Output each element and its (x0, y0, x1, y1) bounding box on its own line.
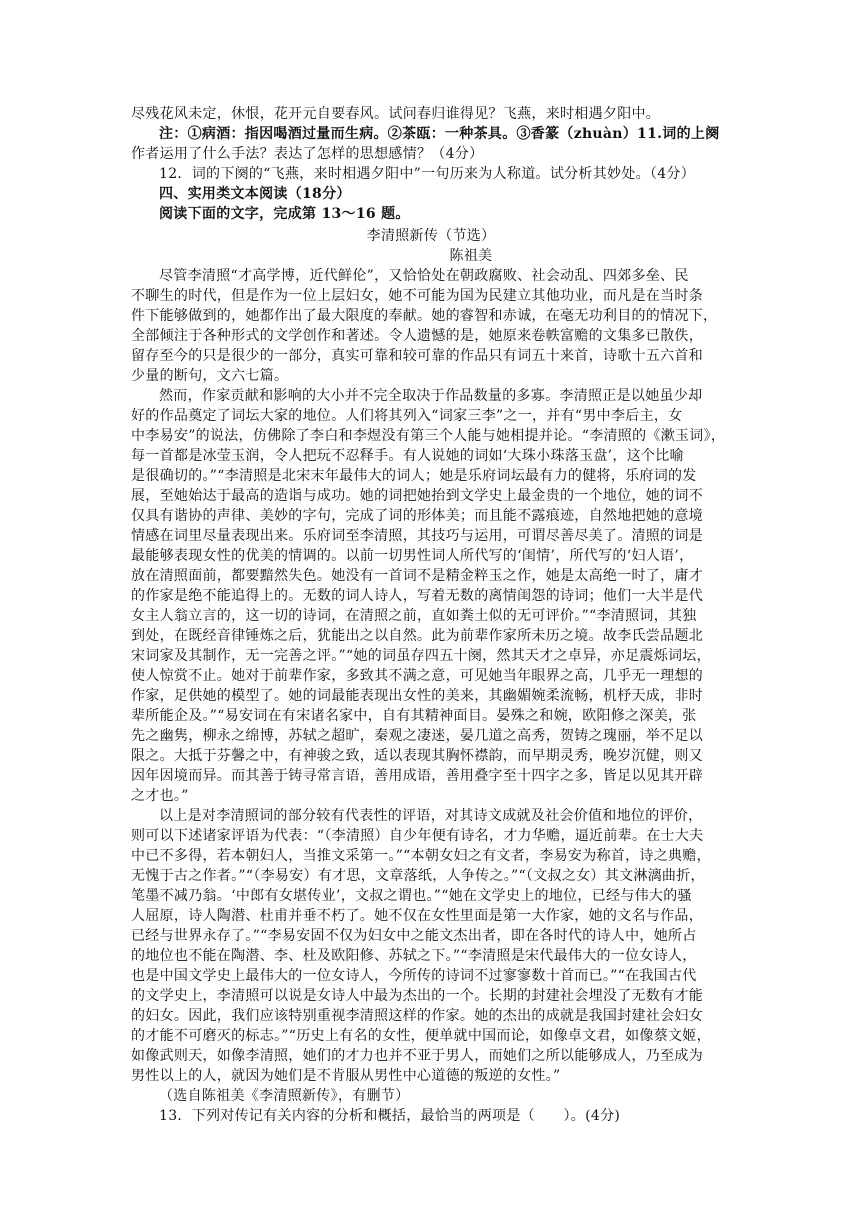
text-line: 辈所能企及。”“易安词在有宋诸名家中，自有其精神面目。晏殊之和婉，欧阳修之深美，张 (131, 708, 697, 724)
text-line: 13．下列对传记有关内容的分析和概括，最恰当的两项是（ ）。(4分) (159, 1108, 621, 1124)
text-line: 放在清照面前，都要黯然失色。她没有一首词不是精金粹玉之作，她是太高绝一时了，庸才 (131, 568, 703, 584)
text-line: 仅具有谐协的声律、美妙的字句，完成了词的形体美；而且能不露痕迹，自然地把她的意境 (131, 508, 703, 524)
text-line: 四、实用类文本阅读（18分） (159, 186, 351, 202)
text-line: （选自陈祖美《李清照新传》，有删节） (159, 1088, 410, 1104)
text-line: 的才能不可磨灭的标志。”“历史上有名的女性，便单就中国而论，如像卓文君，如像蔡文姬， (131, 1028, 711, 1044)
document-page (131, 104, 731, 1126)
text-line: 李清照新传（节选） (366, 228, 496, 244)
text-line: 作家，足供她的模型了。她的词最能表现出女性的美来，其幽媚婉柔流畅，机杼天成，非时 (131, 688, 703, 704)
text-line: 之才也。” (131, 788, 189, 804)
text-line: 然而，作家贡献和影响的大小并不完全取决于作品数量的多寡。李清照正是以她虽少却 (159, 388, 703, 404)
text-line: 无愧于古之作者。”“（李易安）有才思，文章落纸，人争传之。”“（文叔之女）其文淋漓曲折， (131, 868, 705, 884)
text-line: 男性以上的人，就因为她们是不肯服从男性中心道德的叛逆的女性。” (131, 1068, 561, 1084)
text-line: 阅读下面的文字，完成第 13～16 题。 (159, 206, 410, 222)
text-line: 限之。大抵于芬馨之中，有神骏之致，适以表现其胸怀襟韵，而早期灵秀，晚岁沉健，则又 (131, 748, 703, 764)
text-line: 全部倾注于各种形式的文学创作和著述。令人遗憾的是，她原来卷帙富赡的文集多已散佚， (131, 328, 703, 344)
text-line: 好的作品奠定了词坛大家的地位。人们将其列入“词家三李”之一，并有“男中李后主，女 (131, 408, 683, 424)
text-line: 的作家是绝不能追得上的。无数的词人诗人，写着无数的离情闺怨的诗词；他们一大半是代 (131, 588, 703, 604)
text-line: 件下能够做到的，她都作出了最大限度的奉献。她的睿智和赤诚，在毫无功利目的的情况下， (131, 308, 718, 324)
text-line: 人屈原，诗人陶潜、杜甫并垂不朽了。她不仅在女性里面是第一大作家，她的文名与作品， (131, 908, 703, 924)
text-line: 笔墨不减乃翁。‘中郎有女堪传业’，文叔之谓也。”“她在文学史上的地位，已经与伟大的骚 (131, 888, 692, 904)
text-line: 中李易安”的说法，仿佛除了李白和李煜没有第三个人能与她相提并论。“李清照的《漱玉词》， (131, 428, 726, 444)
text-line: 使人惊赏不止。她对于前辈作家，多致其不满之意，可见她当年眼界之高，几乎无一理想的 (131, 668, 703, 684)
text-line: 注：①病酒：指因喝酒过量而生病。②茶瓯：一种茶具。③香篆（zhuàn）11.词的上阕 (159, 126, 720, 142)
text-line: 少量的断句，文六七篇。 (131, 368, 289, 384)
text-line: 尽残花风未定，休恨，花开元自要春风。试问春归谁得见？飞燕，来时相遇夕阳中。 (131, 106, 661, 122)
text-line: 的文学史上，李清照可以说是女诗人中最为杰出的一个。长期的封建社会埋没了无数有才能 (131, 988, 703, 1004)
text-line: 女主人翁立言的，这一切的诗词，在清照之前，直如粪土似的无可评价。”“李清照词，其独 (131, 608, 697, 624)
text-line: 也是中国文学史上最伟大的一位女诗人，今所传的诗词不过寥寥数十首而已。”“在我国古代 (131, 968, 697, 984)
text-line: 留存至今的只是很少的一部分，真实可靠和较可靠的作品只有词五十来首，诗歌十五六首和 (131, 348, 703, 364)
text-line: 到处，在既经音律锤炼之后，犹能出之以自然。此为前辈作家所未历之境。故李氏尝品题北 (131, 628, 703, 644)
text-line: 宋词家及其制作，无一完善之评。”“她的词虽存四五十阕，然其天才之卓异，亦足震烁词坛， (131, 648, 711, 664)
text-line: 展，至她始达于最高的造诣与成功。她的词把她抬到文学史上最金贵的一个地位，她的词不 (131, 488, 703, 504)
text-line: 以上是对李清照词的部分较有代表性的评语，对其诗文成就及社会价值和地位的评价， (159, 808, 703, 824)
text-line: 的地位也不能在陶潜、李、杜及欧阳修、苏轼之下。”“李清照是宋代最伟大的一位女诗人， (131, 948, 697, 964)
text-line: 每一首都是冰莹玉润，令人把玩不忍释手。有人说她的词如‘大珠小珠落玉盘’，这个比喻 (131, 448, 684, 464)
text-line: 则可以下述诸家评语为代表：“（李清照）自少年便有诗名，才力华赡，逼近前辈。在士大夫 (131, 828, 704, 844)
text-line: 的妇女。因此，我们应该特别重视李清照这样的作家。她的杰出的成就是我国封建社会妇女 (131, 1008, 703, 1024)
text-line: 不聊生的时代，但是作为一位上层妇女，她不可能为国为民建立其他功业，而凡是在当时条 (131, 288, 703, 304)
text-line: 最能够表现女性的优美的情调的。以前一切男性词人所代写的‘闺情’，所代写的‘妇人语’， (131, 548, 694, 564)
text-line: 作者运用了什么手法？表达了怎样的思想感情？（4分） (131, 146, 484, 162)
text-line: 是很确切的。”“李清照是北宋末年最伟大的词人；她是乐府词坛最有力的健将，乐府词的发 (131, 468, 697, 484)
text-line: 12．词的下阕的“飞燕，来时相遇夕阳中”一句历来为人称道。试分析其妙处。（4分） (159, 166, 696, 182)
text-line: 如像武则天，如像李清照，她们的才力也并不亚于男人，而她们之所以能够成人，乃至成为 (131, 1048, 703, 1064)
text-line: 陈祖美 (449, 248, 493, 264)
text-line: 尽管李清照“才高学博，近代鲜伦”，又恰恰处在朝政腐败、社会动乱、四郊多垒、民 (159, 268, 689, 284)
text-line: 中已不多得，若本朝妇人，当推文采第一。”“本朝女妇之有文者，李易安为称首，诗之典赡， (131, 848, 711, 864)
text-line: 情感在词里尽量表现出来。乐府词至李清照，其技巧与运用，可谓尽善尽美了。清照的词是 (131, 528, 703, 544)
text-line: 先之幽隽，柳永之绵博，苏轼之超旷，秦观之凄迷，晏几道之高秀，贺铸之瑰丽，举不足以 (131, 728, 703, 744)
text-line: 已经与世界永存了。”“李易安固不仅为妇女中之能文杰出者，即在各时代的诗人中，她所占 (131, 928, 697, 944)
text-line: 因年因境而异。而其善于铸寻常言语，善用成语，善用叠字至十四字之多，皆足以见其开辟 (131, 768, 703, 784)
